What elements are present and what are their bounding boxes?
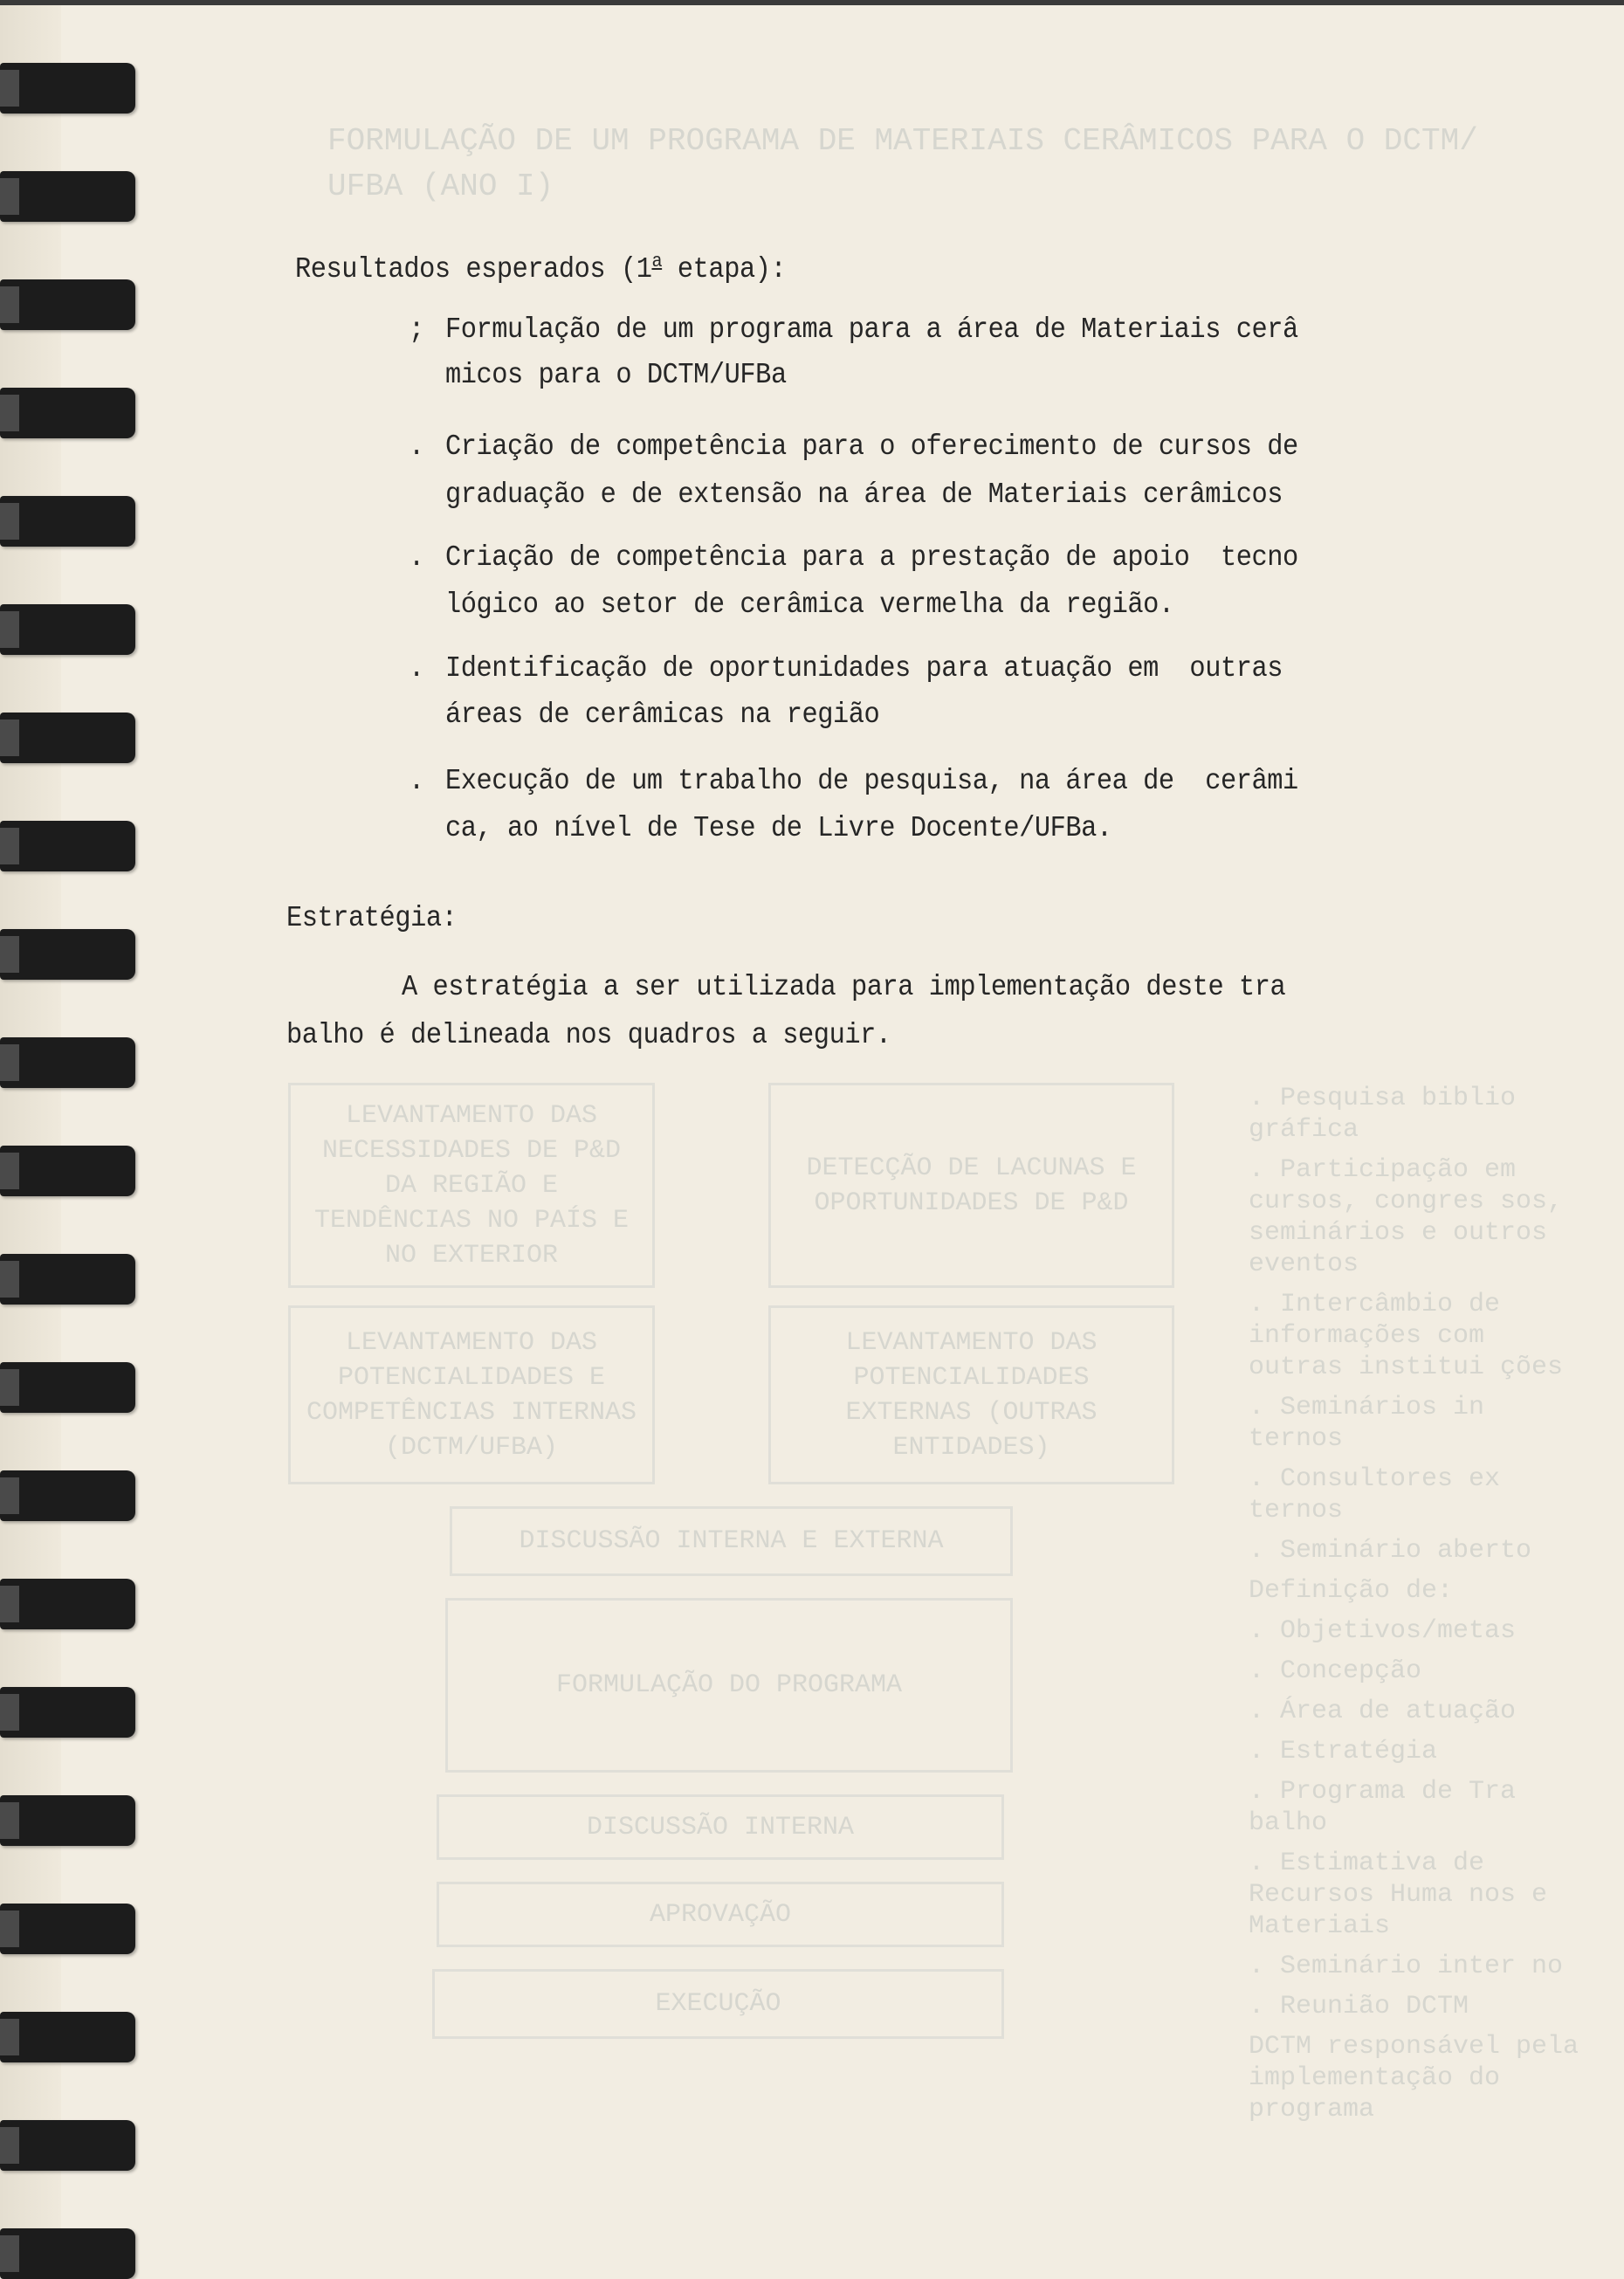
bullet-line: ca, ao nível de Tese de Livre Docente/UFBa. xyxy=(445,812,1112,844)
bleed-box xyxy=(768,1305,1174,1484)
bleed-box-text: LEVANTAMENTO DAS POTENCIALIDADES EXTERNAS (OUTRAS ENTIDADES) xyxy=(845,1327,1098,1463)
strategy-heading: Estratégia: xyxy=(286,902,458,934)
binding-ring xyxy=(0,171,135,222)
bleed-side-notes xyxy=(1249,1083,1580,2125)
bleed-side-note: . Seminários in ternos xyxy=(1249,1393,1485,1454)
bleed-box xyxy=(445,1598,1013,1773)
page-edge xyxy=(0,0,61,2235)
bleed-side-note: . Seminário inter no xyxy=(1249,1952,1564,1981)
binding-ring xyxy=(0,2012,135,2062)
bleed-box xyxy=(437,1882,1004,1947)
bullet-line: Criação de competência para o oferecimento de cursos de xyxy=(445,430,1298,463)
bleed-box-text: DISCUSSÃO INTERNA xyxy=(586,1812,855,1842)
strategy-paragraph-line: A estratégia a ser utilizada para implementação deste tra xyxy=(402,971,1286,1003)
binding-ring xyxy=(0,1146,135,1196)
bleed-side-note: . Consultores ex ternos xyxy=(1249,1464,1501,1525)
bleed-box xyxy=(450,1506,1013,1576)
strategy-paragraph-line: balho é delineada nos quadros a seguir. xyxy=(286,1019,891,1051)
bullet-marker: ; xyxy=(409,313,424,346)
bullet-marker: . xyxy=(409,765,424,797)
results-heading xyxy=(295,243,786,289)
bleed-box-text: FORMULAÇÃO DO PROGRAMA xyxy=(555,1670,903,1700)
binding-ring xyxy=(0,1904,135,1954)
bleed-side-note: . Intercâmbio de informações com outras institui ções xyxy=(1249,1290,1564,1382)
binding-ring xyxy=(0,1687,135,1738)
bleed-box-text: LEVANTAMENTO DAS POTENCIALIDADES E COMPETÊNCIAS INTERNAS (DCTM/UFBA) xyxy=(306,1327,637,1463)
bleed-side-note: . Participação em cursos, congres sos, seminários e outros eventos xyxy=(1249,1155,1564,1279)
bleed-title-1: FORMULAÇÃO DE UM PROGRAMA DE MATERIAIS CERÂMICOS PARA O DCTM/ xyxy=(327,123,1478,159)
bullet-line: graduação e de extensão na área de Materiais cerâmicos xyxy=(445,479,1283,511)
bleed-side-note: . Concepção xyxy=(1249,1656,1422,1686)
binding-ring xyxy=(0,713,135,763)
binding-ring xyxy=(0,1362,135,1413)
binding-ring xyxy=(0,1579,135,1629)
binding-ring xyxy=(0,1795,135,1846)
bleed-side-note: . Estimativa de Recursos Huma nos e Materiais xyxy=(1249,1849,1548,1941)
heading-text: etapa): xyxy=(662,253,787,286)
bleed-side-note: DCTM responsável pela implementação do programa xyxy=(1249,2032,1579,2124)
bullet-line: micos para o DCTM/UFBa xyxy=(445,359,787,391)
binding-ring xyxy=(0,63,135,114)
bleed-side-note: . Estratégia xyxy=(1249,1737,1438,1766)
binding-ring xyxy=(0,1037,135,1088)
bullet-line: Execução de um trabalho de pesquisa, na área de cerâmi xyxy=(445,765,1298,797)
bleed-side-note: . Área de atuação xyxy=(1249,1697,1517,1726)
binding-ring xyxy=(0,496,135,547)
bleed-box-text: LEVANTAMENTO DAS NECESSIDADES DE P&D DA REGIÃO E TENDÊNCIAS NO PAÍS E NO EXTERIOR xyxy=(313,1100,630,1270)
bullet-line: Criação de competência para a prestação de apoio tecno xyxy=(445,541,1298,574)
bullet-marker: . xyxy=(409,541,424,574)
bleed-side-note: . Pesquisa biblio gráfica xyxy=(1249,1084,1517,1145)
binding-ring xyxy=(0,279,135,330)
bleed-side-note: . Reunião DCTM xyxy=(1249,1992,1469,2021)
bullet-marker: . xyxy=(409,652,424,685)
ordinal-superscript: a xyxy=(651,251,663,272)
binding-ring xyxy=(0,1470,135,1521)
binding-ring xyxy=(0,929,135,980)
binding-ring xyxy=(0,821,135,871)
binding-ring xyxy=(0,388,135,438)
page-top-shadow xyxy=(0,0,1624,5)
bleed-box xyxy=(288,1083,655,1288)
heading-text: Resultados esperados (1 xyxy=(295,253,652,286)
bullet-line: áreas de cerâmicas na região xyxy=(445,699,880,731)
bleed-box xyxy=(437,1794,1004,1860)
binding-ring xyxy=(0,604,135,655)
bleed-box-text: DETECÇÃO DE LACUNAS E OPORTUNIDADES DE P&D xyxy=(806,1153,1137,1218)
bullet-marker: . xyxy=(409,430,424,463)
bleed-box xyxy=(432,1969,1004,2039)
bleed-box-text: DISCUSSÃO INTERNA E EXTERNA xyxy=(519,1526,944,1556)
bleed-side-note: . Objetivos/metas xyxy=(1249,1616,1517,1646)
bleed-title-2: UFBA (ANO I) xyxy=(327,169,554,204)
binding-ring xyxy=(0,1254,135,1305)
bleed-box xyxy=(768,1083,1174,1288)
bullet-line: lógico ao setor de cerâmica vermelha da região. xyxy=(445,589,1174,621)
bleed-box-text: EXECUÇÃO xyxy=(655,1989,781,2019)
bullet-line: Formulação de um programa para a área de Materiais cerâ xyxy=(445,313,1298,346)
bleed-box-text: APROVAÇÃO xyxy=(649,1899,792,1930)
bleed-side-note: . Seminário aberto xyxy=(1249,1536,1532,1566)
bleed-box xyxy=(288,1305,655,1484)
bleed-side-note: Definição de: xyxy=(1249,1576,1454,1606)
bullet-line: Identificação de oportunidades para atuação em outras xyxy=(445,652,1283,685)
binding-ring xyxy=(0,2120,135,2171)
binding-ring xyxy=(0,2228,135,2279)
bleed-side-note: . Programa de Tra balho xyxy=(1249,1777,1517,1838)
